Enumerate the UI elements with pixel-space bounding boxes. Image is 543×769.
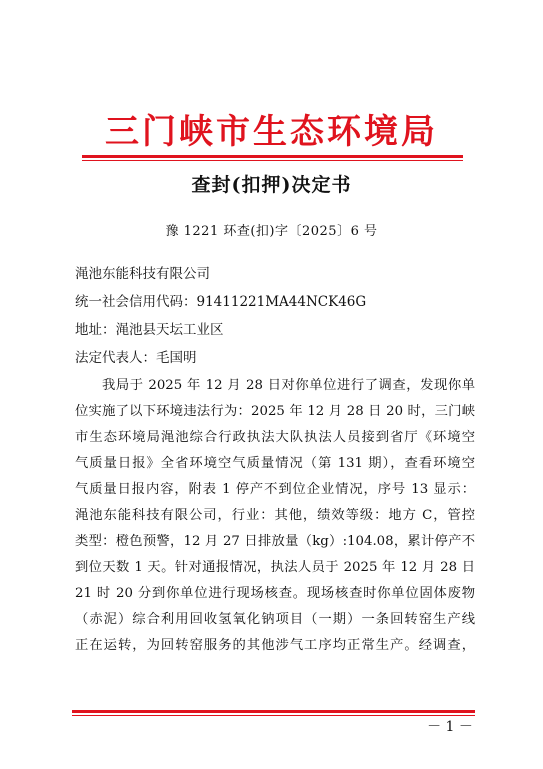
body-line-11: 正在运转，为回转窑服务的其他涉气工序均正常生产。经调查， [75,638,475,653]
header-red-rule-thick [82,155,463,158]
body-line-1: 我局于 2025 年 12 月 28 日对你单位进行了调查，发现你单 [102,378,475,393]
body-line-9: 21 时 20 分到你单位进行现场核查。现场核查时你单位固体废物 [75,586,475,601]
document-number: 豫 1221 环查(扣)字〔2025〕6 号 [165,224,378,239]
footer-red-rule-thick [72,710,475,713]
body-line-5: 气质量日报内容，附表 1 停产不到位企业情况，序号 13 显示： [75,482,475,497]
header-red-rule-thin [82,160,463,161]
agency-title: 三门峡市生态环境局 [105,112,438,152]
legal-representative: 法定代表人：毛国明 [75,350,197,366]
party-name: 渑池东能科技有限公司 [75,266,210,282]
body-line-2: 位实施了以下环境违法行为：2025 年 12 月 28 日 20 时，三门峡 [75,404,475,419]
body-line-7: 类型：橙色预警，12 月 27 日排放量（kg）:104.08，累计停产不 [75,534,475,549]
body-line-3: 市生态环境局渑池综合行政执法大队执法人员接到省厅《环境空 [75,430,475,445]
footer-red-rule-thin [72,715,475,716]
body-line-6: 渑池东能科技有限公司，行业：其他，绩效等级：地方 C，管控 [75,508,475,523]
body-line-4: 气质量日报》全省环境空气质量情况（第 131 期），查看环境空 [75,456,475,471]
credit-code: 统一社会信用代码：91411221MA44NCK46G [75,294,367,310]
document-title: 查封(扣押)决定书 [191,174,352,196]
page-number: － 1 － [427,719,473,735]
party-address: 地址：渑池县天坛工业区 [75,322,224,338]
body-line-10: （赤泥）综合利用回收氢氧化钠项目（一期）一条回转窑生产线 [75,612,475,627]
body-line-8: 到位天数 1 天。针对通报情况，执法人员于 2025 年 12 月 28 日 [75,560,475,575]
